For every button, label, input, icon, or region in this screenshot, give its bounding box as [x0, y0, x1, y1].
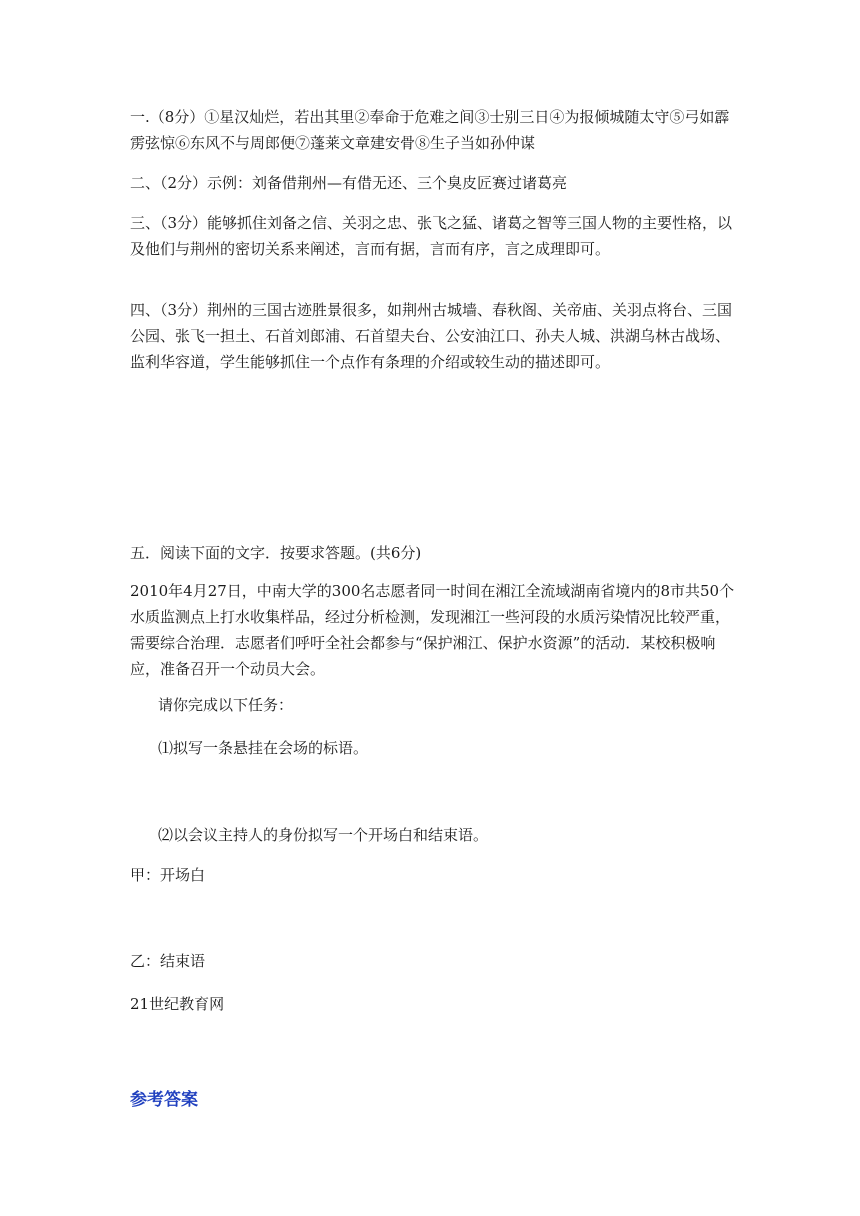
source-footer: 21世纪教育网: [130, 995, 225, 1013]
task-intro: 请你完成以下任务：: [158, 696, 294, 714]
task-1: ⑴拟写一条悬挂在会场的标语。: [158, 739, 369, 757]
question-5-title: 五．阅读下面的文字．按要求答题。(共6分): [130, 544, 422, 562]
closing-label: 乙：结束语: [130, 952, 206, 970]
opening-label: 甲：开场白: [130, 866, 206, 884]
answer-1: 一.（8分）①星汉灿烂，若出其里②奉命于危难之间③士别三日④为报倾城随太守⑤弓如霹雳弦惊⑥东风不与周郎便⑦蓬莱文章建安骨⑧生子当如孙仲谋: [130, 108, 730, 152]
answer-2: 二、（2分）示例：刘备借荆州—有借无还、三个臭皮匠赛过诸葛亮: [130, 174, 568, 192]
answer-3: 三、（3分）能够抓住刘备之信、关羽之忠、张飞之猛、诸葛之智等三国人物的主要性格，以及他们与荆州的密切关系来阐述，言而有据，言而有序，言之成理即可。: [130, 214, 733, 258]
answer-4: 四、（3分）荆州的三国古迹胜景很多，如荆州古城墙、春秋阁、关帝庙、关羽点将台、三国公园、张飞一担土、石首刘郎浦、石首望夫台、公安油江口、孙夫人城、洪湖乌林古战场、监利华容道，学生能够抓住一个点作有条理的介绍或较生动的描述即可。: [130, 301, 733, 371]
question-5-passage: 2010年4月27日，中南大学的300名志愿者同一时间在湘江全流域湖南省境内的8市共50个水质监测点上打水收集样品，经过分析检测，发现湘江一些河段的水质污染情况比较严重，需要综合治理．志愿者们呼吁全社会都参与“保护湘江、保护水资源”的活动．某校积极响应，准备召开一个动员大会。: [130, 582, 735, 678]
task-2: ⑵以会议主持人的身份拟写一个开场白和结束语。: [158, 826, 489, 844]
reference-answer-heading: 参考答案: [130, 1090, 198, 1110]
